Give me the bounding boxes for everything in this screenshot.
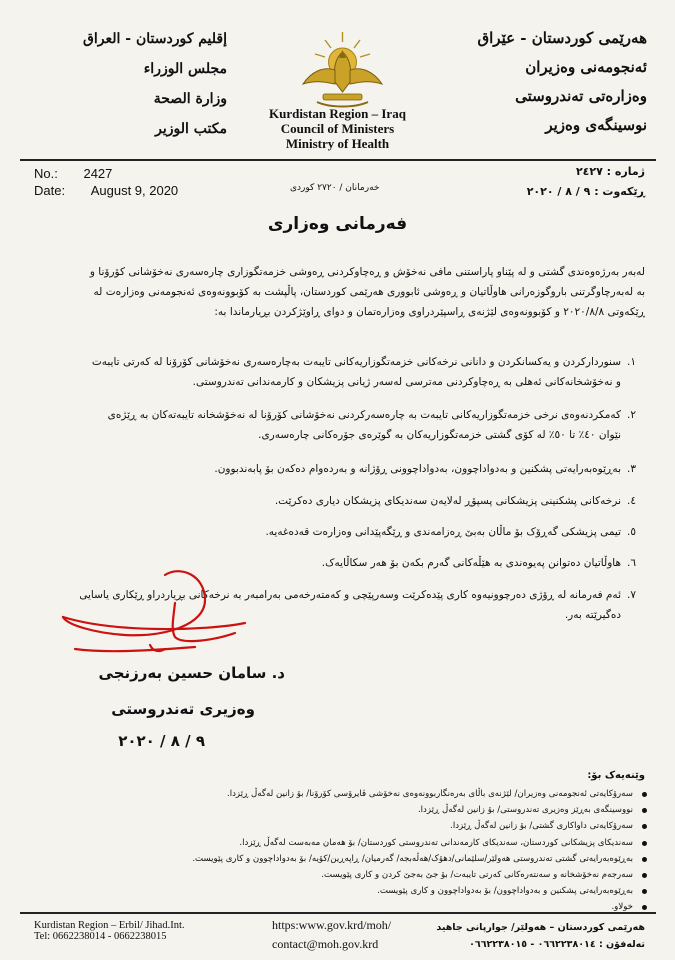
footer-phone-line: تەلەفۆن : ٠٦٦٢٢٣٨٠١٤ - ٠٦٦٢٢٣٨٠١٥	[469, 939, 645, 950]
arabic-letterhead-line: مجلس الوزراء	[143, 61, 227, 77]
list-item	[127, 818, 647, 834]
kurdish-letterhead-line: ئەنجومەنی وەزیران	[525, 58, 647, 76]
kurdish-date: ڕێکەوت : ٩ / ٨ / ٢٠٢٠	[526, 185, 645, 198]
point-number: ٢.	[627, 409, 636, 421]
header-divider	[20, 159, 656, 161]
list-item	[127, 851, 647, 867]
signatory-position: وەزیری تەندروستی	[111, 700, 255, 718]
point-number: ٤.	[627, 495, 636, 507]
list-item	[127, 883, 647, 899]
point-number: ٣.	[627, 463, 636, 475]
english-letterhead	[250, 106, 425, 151]
english-letterhead-line: Ministry of Health	[285, 136, 390, 151]
arabic-letterhead-line: وزارة الصحة	[153, 91, 227, 107]
point-line: نێوان ٤٠٪ تا ٥٠٪ لە کۆی گشتی خزمەتگوزاریەکان بە گوێرەی جۆرەکانی چارەسەری.	[258, 429, 621, 441]
kurdish-letterhead	[437, 24, 647, 140]
arabic-letterhead	[22, 24, 227, 144]
list-item-text: سەرجەم نەخۆشخانە و سەنتەرەکانی کەرتی تایبەت/ بۆ جێ بەجێ کردن و کاری پێویست.	[321, 870, 633, 881]
distribution-title: وێنەیەک بۆ:	[587, 770, 645, 781]
point-line: نرخەکانی پشکنینی پزیشکانی پسپۆڕ لەلایەن سەندیکای پزیشکان دیاری دەکرێت.	[274, 495, 621, 507]
distribution-list	[127, 786, 647, 916]
point-line: هاوڵاتیان دەتوانن پەیوەندی بە هێڵەکانی گەرم بکەن بۆ هەر سکاڵایەک.	[321, 557, 621, 569]
list-item	[127, 786, 647, 802]
decree-point	[33, 459, 645, 479]
kurdish-letterhead-line: نوسینگەی وەزیر	[545, 116, 647, 134]
point-line: تیمی پزیشکی گەڕۆک بۆ ماڵان بەبێ ڕەزامەندی و ڕێگەپێدانی وەزارەت قەدەغەیە.	[265, 526, 621, 538]
kurdish-reference-number: ژمارە : ٢٤٢٧	[575, 165, 645, 178]
reference-number	[34, 166, 112, 181]
footer-contact	[272, 916, 391, 954]
english-letterhead-line: Council of Ministers	[280, 121, 395, 136]
bullet-icon	[642, 824, 647, 829]
footer-divider	[20, 912, 656, 914]
date-label: Date:	[34, 183, 66, 198]
intro-line: بە لەبەرچاوگرتنی باروگوزەرانی هاوڵاتیان و ڕەوشی ئابووری هەرێمی کوردستان، پاڵپشت بە کۆبوونەوەی ئەنجومەنی وەزارەت لە	[93, 286, 645, 298]
point-line: بەڕێوەبەرایەتی پشکنین و بەدواداچوون، بەدواداچوونی ڕۆژانە و بەردەوام دەکەن بۆ پابەندبوون.	[214, 463, 621, 475]
bullet-icon	[642, 857, 647, 862]
kurdish-letterhead-line: وەزارەتی تەندروستی	[515, 87, 647, 105]
intro-line: ڕێکەوتی ٢٠٢٠/٨/٨ و کۆبوونەوەی لێژنەی ڕاسپێردراوی وەزارەتمان و دوای ڕاوێژکردن بڕیارماندا بە:	[214, 306, 645, 318]
decree-point	[33, 522, 645, 542]
point-line: سنوردارکردن و یەکسانکردن و دانانی نرخەکانی خزمەتگوزاریەکانی تایبەت بەچارەسەری نەخۆشانی کۆرۆنا لە کەرتی تایبەت	[91, 356, 621, 368]
decree-point	[33, 352, 645, 392]
list-item-text: نووسینگەی بەڕێز وەزیری تەندروستی/ بۆ زانین لەگەڵ ڕێزدا.	[417, 805, 633, 816]
decree-point	[33, 405, 645, 445]
list-item	[127, 802, 647, 818]
list-item	[127, 835, 647, 851]
footer-kurdish-address	[436, 919, 645, 953]
list-item	[127, 867, 647, 883]
point-line: و نەخۆشخانەکانی ئەهلی بە ڕەچاوکردنی مەترسی لەسەر ژیانی پزیشکان و کارمەندانی تەندروستی.	[192, 376, 621, 388]
email-link[interactable]: contact@moh.gov.krd	[272, 937, 379, 951]
arabic-letterhead-line: مكتب الوزير	[155, 121, 227, 137]
point-line: دەگیرێتە بەر.	[564, 609, 621, 621]
bullet-icon	[642, 873, 647, 878]
no-value: 2427	[83, 166, 113, 181]
bullet-icon	[642, 792, 647, 797]
handwritten-signature	[55, 555, 255, 670]
kurdish-letterhead-line: هەرێمی کوردستان - عێراق	[477, 29, 647, 47]
kurdistan-emblem-logo	[295, 22, 390, 110]
bullet-icon	[642, 889, 647, 894]
footer-phone-line: Tel: 0662238014 - 0662238015	[34, 931, 167, 942]
decree-point	[33, 491, 645, 511]
bullet-icon	[642, 905, 647, 910]
date-value: August 9, 2020	[90, 183, 179, 198]
footer-english-address	[34, 920, 184, 942]
signatory-name: د. سامان حسین بەرزنجی	[98, 664, 285, 682]
kurdish-calendar-date: خەرمانان / ٢٧٢٠ کوردی	[290, 183, 380, 193]
signature-date: ٩ / ٨ / ٢٠٢٠	[118, 732, 205, 750]
no-label: No.:	[34, 166, 58, 181]
point-line: ئەم فەرمانە لە ڕۆژی دەرچوونیەوە کاری پێدەکرێت وسەرپێچی و کەمتەرخەمی بەرامبەر بە نرخەکانی بڕیاردراو ڕێکاری یاسایی	[79, 589, 621, 601]
point-number: ١.	[627, 356, 636, 368]
bullet-icon	[642, 841, 647, 846]
intro-line: لەبەر بەرژەوەندی گشتی و لە پێناو پاراستنی مافی نەخۆش و ڕەچاوکردنی ڕەوشی خزمەتگوزاری چارەسەری نەخۆشانی کۆرۆنا و	[89, 266, 645, 278]
decree-title: فەرمانی وەزاری	[267, 214, 408, 234]
point-number: ٧.	[627, 589, 636, 601]
point-number: ٥.	[627, 526, 636, 538]
point-number: ٦.	[627, 557, 636, 569]
list-item-text: سەندیکای پزیشکانی کوردستان، سەندیکای کارمەندانی تەندروستی کوردستان/ بۆ هەمان مەبەست لەگەڵ ڕێزدا.	[239, 837, 633, 848]
list-item-text: سەرۆکایەتی داواکاری گشتی/ بۆ زانین لەگەڵ ڕێزدا.	[450, 821, 633, 832]
document-date	[34, 183, 178, 198]
decree-intro	[27, 262, 645, 322]
list-item-text: بەڕێوەبەرایەتی گشتی تەندروستی هەولێر/سلێمانی/دهۆک/هەڵەبجە/ گەرمیان/ ڕاپەڕین/کۆیە/ بۆ بەدواداچوون و کاری پێویست.	[192, 853, 633, 864]
list-item-text: بەڕێوەبەرایەتی پشکنین و بەدواداچوون/ بۆ بەدواداچوون و کاری پێویست.	[377, 886, 633, 897]
arabic-letterhead-line: إقليم كوردستان - العراق	[83, 31, 227, 47]
bullet-icon	[642, 808, 647, 813]
point-line: کەمکردنەوەی نرخی خزمەتگوزاریەکانی تایبەت بە چارەسەرکردنی نەخۆشانی کۆرۆنا لە نەخۆشخانە تایبەتەکان بە ڕێژەی	[107, 409, 621, 421]
english-letterhead-line: Kurdistan Region – Iraq	[269, 106, 406, 121]
footer-address-line: Kurdistan Region – Erbil/ Jihad.Int.	[34, 920, 185, 931]
footer-address-line: هەرێمی کوردستان – هەولێر/ جوارپانی جاهید	[436, 922, 645, 933]
list-item-text: خولاو.	[611, 902, 633, 913]
website-link[interactable]: https:www.gov.krd/moh/	[272, 918, 392, 932]
list-item-text: سەرۆکایەتی ئەنجومەنی وەزیران/ لێژنەی باڵای بەرەنگاربوونەوەی نەخۆشی ڤایرۆسی کۆرۆنا/ بۆ زانین لەگەڵ ڕێزدا.	[226, 789, 633, 799]
